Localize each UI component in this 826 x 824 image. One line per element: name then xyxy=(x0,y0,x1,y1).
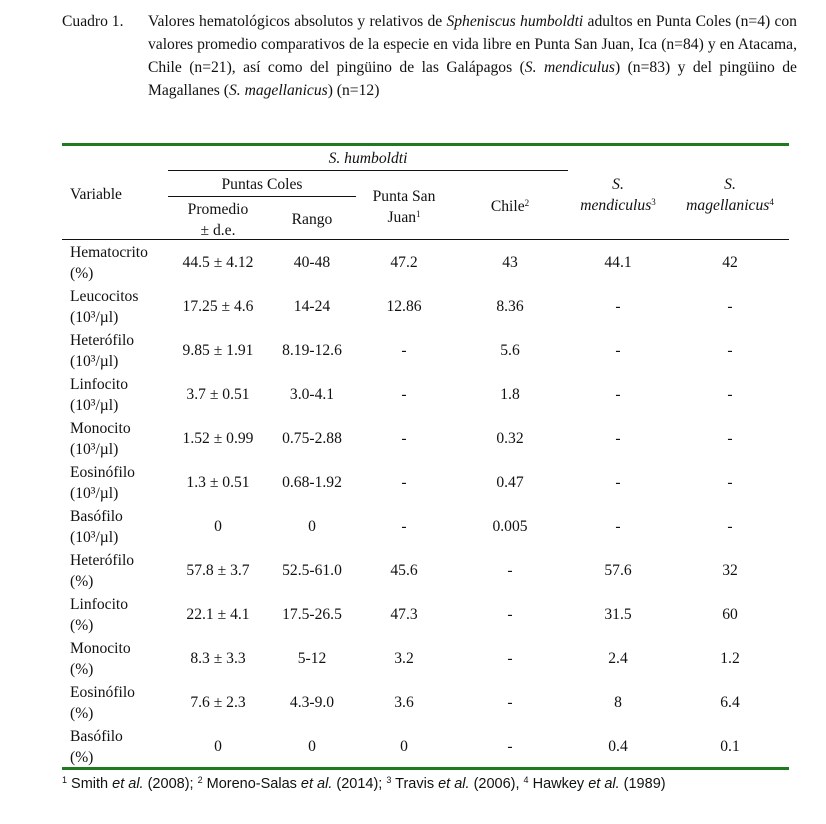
table-cell: 1.8 xyxy=(500,386,520,403)
table-cell: 31.5 xyxy=(604,606,632,623)
table-cell: 32 xyxy=(722,562,738,579)
row-variable-unit: (%) xyxy=(70,749,94,766)
row-variable-name: Hematocrito xyxy=(70,244,148,261)
header-chile-sup: 2 xyxy=(524,198,530,208)
table-cell: 8.19-12.6 xyxy=(282,342,342,359)
table-cell: 14-24 xyxy=(293,298,331,315)
footnote-part: et al. xyxy=(438,776,470,792)
header-mendiculus-line1: S. xyxy=(612,176,624,193)
table-cell: - xyxy=(727,474,733,491)
row-variable-unit: (10³/µl) xyxy=(70,529,119,546)
row-variable-name: Monocito xyxy=(70,640,131,657)
header-promedio-line1: Promedio xyxy=(187,201,249,218)
header-psj-sup: 1 xyxy=(416,209,421,219)
row-variable-name: Eosinófilo xyxy=(70,464,135,481)
table-cell: 12.86 xyxy=(386,298,422,315)
row-variable-unit: (%) xyxy=(70,705,94,722)
footnote-part: (2006), xyxy=(469,776,524,792)
footnote-marker: 4 xyxy=(523,775,529,785)
footnote-part: et al. xyxy=(588,776,620,792)
table-cell: - xyxy=(727,298,733,315)
row-variable-name: Leucocitos xyxy=(70,288,139,305)
footnote-part: Smith xyxy=(67,776,113,792)
table-cell: 8.3 ± 3.3 xyxy=(190,650,246,667)
header-rango: Rango xyxy=(291,211,333,228)
row-variable-name: Eosinófilo xyxy=(70,684,135,701)
header-mendiculus xyxy=(568,174,668,216)
table-cell: - xyxy=(615,474,621,491)
row-variable-name: Monocito xyxy=(70,420,131,437)
table-cell: 0 xyxy=(214,518,222,535)
table-cell: 44.1 xyxy=(604,254,632,271)
caption-label: Cuadro 1. xyxy=(62,13,124,30)
table-cell: - xyxy=(615,342,621,359)
table-cell: - xyxy=(507,738,513,755)
table-cell: - xyxy=(615,518,621,535)
table-cell: - xyxy=(401,386,407,403)
row-variable xyxy=(70,550,170,592)
table-cell: - xyxy=(615,430,621,447)
table-cell: - xyxy=(727,386,733,403)
table-cell: - xyxy=(507,694,513,711)
row-variable-name: Basófilo xyxy=(70,508,123,525)
table-cell: - xyxy=(507,606,513,623)
row-variable xyxy=(70,638,170,680)
table-cell: 8 xyxy=(614,694,622,711)
header-psj-line1: Punta San xyxy=(372,188,436,205)
header-punta-san-juan xyxy=(356,186,452,228)
puntas-coles-rule xyxy=(168,196,356,197)
footnote-part: Travis xyxy=(391,776,439,792)
table-bottom-rule xyxy=(62,767,789,770)
header-magellanicus-sup: 4 xyxy=(769,197,774,207)
table-cell: 0.005 xyxy=(492,518,528,535)
table-cell: 0 xyxy=(400,738,408,755)
table-cell: 43 xyxy=(502,254,518,271)
row-variable xyxy=(70,506,170,548)
table-cell: 44.5 ± 4.12 xyxy=(182,254,254,271)
caption-part: Valores hematológicos absolutos y relativos de xyxy=(148,13,447,30)
footnote-part: (2014); xyxy=(332,776,387,792)
row-variable-unit: (10³/µl) xyxy=(70,441,119,458)
caption-part: ) (n=83) y del pingüino de Magallanes ( xyxy=(148,59,797,99)
header-promedio-line2: ± d.e. xyxy=(200,222,236,239)
table-cell: 9.85 ± 1.91 xyxy=(182,342,254,359)
table-cell: 0.1 xyxy=(720,738,740,755)
table-cell: 0.75-2.88 xyxy=(282,430,342,447)
row-variable xyxy=(70,418,170,460)
table-cell: - xyxy=(401,518,407,535)
table-cell: - xyxy=(401,342,407,359)
table-caption xyxy=(62,10,797,102)
table-cell: 1.52 ± 0.99 xyxy=(182,430,254,447)
table-cell: 1.3 ± 0.51 xyxy=(186,474,250,491)
row-variable xyxy=(70,462,170,504)
table-cell: - xyxy=(507,650,513,667)
table-cell: 0 xyxy=(308,738,316,755)
row-variable-unit: (%) xyxy=(70,661,94,678)
footnote-part: (2008); xyxy=(143,776,198,792)
table-cell: 8.36 xyxy=(496,298,524,315)
header-mendiculus-sup: 3 xyxy=(651,197,656,207)
row-variable-name: Heterófilo xyxy=(70,552,135,569)
table-cell: - xyxy=(401,430,407,447)
table-cell: 0.47 xyxy=(496,474,524,491)
caption-part: Spheniscus humboldti xyxy=(446,13,584,30)
table-cell: 0.4 xyxy=(608,738,628,755)
header-puntas-coles: Puntas Coles xyxy=(221,176,303,193)
footnote-marker: 1 xyxy=(62,775,68,785)
table-cell: 5-12 xyxy=(297,650,327,667)
table-cell: - xyxy=(727,518,733,535)
row-variable-unit: (10³/µl) xyxy=(70,353,119,370)
table-cell: 0.32 xyxy=(496,430,524,447)
table-cell: - xyxy=(615,386,621,403)
table-cell: 3.6 xyxy=(394,694,414,711)
footnote-part: Moreno-Salas xyxy=(202,776,301,792)
row-variable xyxy=(70,726,170,768)
table-cell: 0 xyxy=(214,738,222,755)
header-promedio xyxy=(168,199,268,241)
table-cell: 17.25 ± 4.6 xyxy=(182,298,254,315)
caption-text xyxy=(148,10,797,102)
table-cell: - xyxy=(615,298,621,315)
table-cell: 4.3-9.0 xyxy=(289,694,335,711)
row-variable xyxy=(70,330,170,372)
footnote-marker: 3 xyxy=(386,775,392,785)
footnote-part: Hawkey xyxy=(528,776,589,792)
header-magellanicus-line1: S. xyxy=(724,176,736,193)
header-magellanicus xyxy=(668,174,792,216)
table-cell: 40-48 xyxy=(293,254,331,271)
table-cell: - xyxy=(401,474,407,491)
table-cell: 42 xyxy=(722,254,738,271)
table-cell: 3.0-4.1 xyxy=(289,386,335,403)
table-cell: - xyxy=(507,562,513,579)
row-variable-unit: (%) xyxy=(70,617,94,634)
table-cell: 57.8 ± 3.7 xyxy=(186,562,250,579)
row-variable-unit: (10³/µl) xyxy=(70,309,119,326)
caption-part: ) (n=12) xyxy=(327,82,380,99)
row-variable-unit: (%) xyxy=(70,573,94,590)
caption-part: adultos en Punta Coles (n=4) con valores promedio comparativos de la especie en vida libre en Punta San Juan, Ica (n=84) y en Atacama, Chile (n=21), así como del pingüino de las Galápagos ( xyxy=(148,13,797,76)
table-cell: 0.68-1.92 xyxy=(282,474,342,491)
row-variable xyxy=(70,286,170,328)
row-variable-name: Basófilo xyxy=(70,728,123,745)
header-species-group: S. humboldti xyxy=(328,150,408,167)
row-variable-name: Linfocito xyxy=(70,376,129,393)
footnote-marker: 2 xyxy=(197,775,203,785)
table-cell: 22.1 ± 4.1 xyxy=(186,606,250,623)
row-variable xyxy=(70,682,170,724)
table-cell: - xyxy=(727,430,733,447)
row-variable-name: Linfocito xyxy=(70,596,129,613)
header-variable: Variable xyxy=(70,186,122,203)
table-cell: 7.6 ± 2.3 xyxy=(190,694,246,711)
table-cell: 52.5-61.0 xyxy=(282,562,342,579)
footnote-part: et al. xyxy=(112,776,144,792)
table-cell: 45.6 xyxy=(390,562,418,579)
header-magellanicus-line2: magellanicus xyxy=(686,197,770,214)
caption-part: S. mendiculus xyxy=(524,59,615,76)
table-cell: 5.6 xyxy=(500,342,520,359)
table-cell: 3.7 ± 0.51 xyxy=(186,386,250,403)
table-cell: 47.3 xyxy=(390,606,418,623)
table-cell: 3.2 xyxy=(394,650,414,667)
table-cell: - xyxy=(727,342,733,359)
header-mendiculus-line2: mendiculus xyxy=(580,197,652,214)
header-psj-line2: Juan xyxy=(387,209,417,226)
caption-part: S. magellanicus xyxy=(228,82,328,99)
header-chile xyxy=(452,196,568,217)
row-variable-unit: (10³/µl) xyxy=(70,485,119,502)
table-cell: 0 xyxy=(308,518,316,535)
footnote-part: (1989) xyxy=(619,776,666,792)
table-cell: 2.4 xyxy=(608,650,628,667)
header-chile-label: Chile xyxy=(490,198,525,215)
row-variable-unit: (%) xyxy=(70,265,94,282)
row-variable xyxy=(70,594,170,636)
footnote-part: et al. xyxy=(300,776,333,792)
table-cell: 1.2 xyxy=(720,650,740,667)
row-variable-unit: (10³/µl) xyxy=(70,397,119,414)
table-top-rule xyxy=(62,143,789,146)
table-cell: 47.2 xyxy=(390,254,418,271)
header-bottom-rule xyxy=(62,239,789,240)
table-footnote xyxy=(62,776,666,792)
row-variable xyxy=(70,374,170,416)
row-variable xyxy=(70,242,170,284)
row-variable-name: Heterófilo xyxy=(70,332,135,349)
table-cell: 60 xyxy=(722,606,738,623)
table-cell: 17.5-26.5 xyxy=(282,606,342,623)
table-cell: 57.6 xyxy=(604,562,632,579)
species-group-rule xyxy=(168,170,568,171)
table-cell: 6.4 xyxy=(720,694,740,711)
